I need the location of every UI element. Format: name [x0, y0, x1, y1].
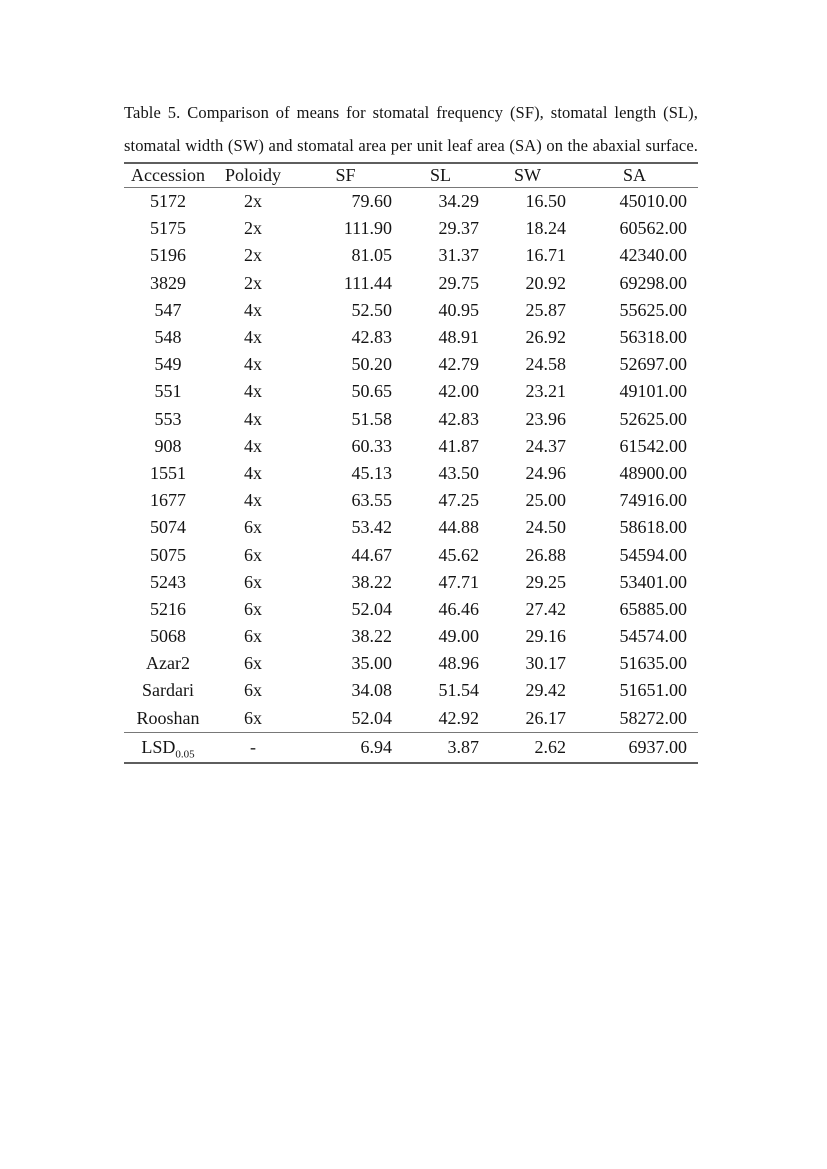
table-cell: 49.00 — [438, 626, 479, 647]
table-cell: 5243 — [150, 571, 186, 592]
table-cell: 25.00 — [525, 490, 566, 511]
table-body — [124, 188, 698, 733]
table-row — [124, 487, 698, 514]
table-cell: 50.65 — [351, 381, 392, 402]
table-row — [124, 378, 698, 405]
table-row — [124, 270, 698, 297]
table-cell: 25.87 — [525, 299, 566, 320]
table-row — [124, 297, 698, 324]
table-caption-line-1: Table 5. Comparison of means for stomatal frequency (SF), stomatal length (SL), — [124, 103, 698, 122]
table-cell: 24.96 — [525, 462, 566, 483]
table-cell: 53.42 — [351, 517, 392, 538]
lsd-row — [124, 732, 698, 763]
table-cell: 47.25 — [438, 490, 479, 511]
table-cell: 60562.00 — [619, 218, 687, 239]
table-row — [124, 650, 698, 677]
table-cell: 42.83 — [438, 408, 479, 429]
table-cell: 54594.00 — [619, 544, 687, 565]
table-cell: 47.71 — [438, 571, 479, 592]
table-cell: 3829 — [150, 272, 186, 293]
table-cell: 38.22 — [351, 626, 392, 647]
table-cell: 42.00 — [438, 381, 479, 402]
table-cell: 58272.00 — [619, 707, 687, 728]
column-header-sf: SF — [294, 163, 397, 188]
table-cell: 42.92 — [438, 707, 479, 728]
table-cell: 48.96 — [438, 653, 479, 674]
table-cell: 6x — [244, 598, 262, 619]
table-cell: 48900.00 — [619, 462, 687, 483]
table-cell: 40.95 — [438, 299, 479, 320]
table-cell: 6x — [244, 680, 262, 701]
table-cell: 52697.00 — [619, 354, 687, 375]
table-cell: 26.92 — [525, 327, 566, 348]
table-cell: 45.62 — [438, 544, 479, 565]
table-cell: 6x — [244, 571, 262, 592]
table-cell: 6.94 — [294, 732, 397, 763]
table-cell: 548 — [154, 327, 182, 348]
table-row — [124, 514, 698, 541]
table-cell: 549 — [154, 354, 182, 375]
table-cell: 69298.00 — [619, 272, 687, 293]
table-cell: 2x — [244, 272, 262, 293]
table-cell: 6x — [244, 626, 262, 647]
table-cell: 46.46 — [438, 598, 479, 619]
table-cell: 51651.00 — [619, 680, 687, 701]
table-row — [124, 460, 698, 487]
table-cell: 42.79 — [438, 354, 479, 375]
table-cell: 2.62 — [484, 732, 571, 763]
table-row — [124, 677, 698, 704]
table-cell: 42340.00 — [619, 245, 687, 266]
table-cell: 2x — [244, 191, 262, 212]
table-cell: 5196 — [150, 245, 186, 266]
column-header-sl: SL — [397, 163, 484, 188]
table-cell: 34.08 — [351, 680, 392, 701]
table-cell: 4x — [244, 354, 262, 375]
table-row — [124, 705, 698, 733]
table-cell: 2x — [244, 218, 262, 239]
table-cell: 49101.00 — [619, 381, 687, 402]
table-cell: 29.37 — [438, 218, 479, 239]
table-cell: 43.50 — [438, 462, 479, 483]
table-cell: 24.58 — [525, 354, 566, 375]
table-cell: 41.87 — [438, 435, 479, 456]
table-cell: 1551 — [150, 462, 186, 483]
table-cell: 38.22 — [351, 571, 392, 592]
table-cell: 52.50 — [351, 299, 392, 320]
table-cell: 553 — [154, 408, 182, 429]
table-cell: 34.29 — [438, 191, 479, 212]
table-cell: 2x — [244, 245, 262, 266]
table-row — [124, 242, 698, 269]
table-cell: 61542.00 — [619, 435, 687, 456]
table-row — [124, 324, 698, 351]
table-cell: 81.05 — [351, 245, 392, 266]
table-caption-line-2: stomatal width (SW) and stomatal area per unit leaf area (SA) on the abaxial surface. — [124, 136, 698, 155]
table-cell: 74916.00 — [619, 490, 687, 511]
table-cell: 1677 — [150, 490, 186, 511]
table-cell: 31.37 — [438, 245, 479, 266]
table-cell: 4x — [244, 299, 262, 320]
table-cell: 23.96 — [525, 408, 566, 429]
table-cell: 18.24 — [525, 218, 566, 239]
table-cell: 6x — [244, 517, 262, 538]
table-cell: 58618.00 — [619, 517, 687, 538]
table-row — [124, 623, 698, 650]
table-cell: Rooshan — [136, 707, 200, 728]
column-header-poloidy: Poloidy — [212, 163, 294, 188]
column-header-sa: SA — [571, 163, 698, 188]
table-cell: 56318.00 — [619, 327, 687, 348]
table-cell: 27.42 — [525, 598, 566, 619]
table-cell: 26.17 — [525, 707, 566, 728]
table-cell: 50.20 — [351, 354, 392, 375]
table-cell: 60.33 — [351, 435, 392, 456]
table-cell: 42.83 — [351, 327, 392, 348]
page-content — [124, 96, 698, 764]
table-cell: 4x — [244, 490, 262, 511]
column-header-accession: Accession — [124, 163, 212, 188]
table-cell: 3.87 — [397, 732, 484, 763]
table-cell: 24.37 — [525, 435, 566, 456]
table-cell: 16.71 — [525, 245, 566, 266]
stomatal-comparison-table — [124, 162, 698, 764]
table-cell: 4x — [244, 381, 262, 402]
table-cell: 51635.00 — [619, 653, 687, 674]
table-cell: 16.50 — [525, 191, 566, 212]
table-cell: 65885.00 — [619, 598, 687, 619]
table-cell: Azar2 — [146, 653, 190, 674]
table-cell: 51.54 — [438, 680, 479, 701]
lsd-label-cell — [124, 732, 212, 763]
table-cell: 547 — [154, 299, 182, 320]
table-cell: 55625.00 — [619, 299, 687, 320]
table-cell: 5172 — [150, 191, 186, 212]
table-cell: 4x — [244, 435, 262, 456]
table-cell: 63.55 — [351, 490, 392, 511]
table-cell: 6x — [244, 653, 262, 674]
table-cell: 24.50 — [525, 517, 566, 538]
table-cell: 52.04 — [351, 598, 392, 619]
table-cell: 54574.00 — [619, 626, 687, 647]
table-cell: 45010.00 — [619, 191, 687, 212]
table-cell: 111.90 — [343, 218, 392, 239]
table-cell: 26.88 — [525, 544, 566, 565]
table-cell: 29.42 — [525, 680, 566, 701]
table-cell: 45.13 — [351, 462, 392, 483]
table-cell: 6937.00 — [571, 732, 698, 763]
table-cell: 29.16 — [525, 626, 566, 647]
table-cell: 44.67 — [351, 544, 392, 565]
table-row — [124, 541, 698, 568]
table-cell: 5175 — [150, 218, 186, 239]
table-cell: 53401.00 — [619, 571, 687, 592]
lsd-subscript: 0.05 — [175, 748, 195, 761]
table-row — [124, 188, 698, 216]
table-row — [124, 433, 698, 460]
table-cell: 6x — [244, 707, 262, 728]
table-cell: 4x — [244, 408, 262, 429]
table-row — [124, 569, 698, 596]
table-cell: 52625.00 — [619, 408, 687, 429]
table-cell: 5075 — [150, 544, 186, 565]
table-cell: 20.92 — [525, 272, 566, 293]
table-cell: 4x — [244, 327, 262, 348]
table-cell: - — [212, 732, 294, 763]
table-cell: 29.25 — [525, 571, 566, 592]
table-cell: Sardari — [142, 680, 194, 701]
table-row — [124, 596, 698, 623]
table-cell: 5074 — [150, 517, 186, 538]
table-cell: 551 — [154, 381, 182, 402]
table-cell: 52.04 — [351, 707, 392, 728]
table-cell: 79.60 — [351, 191, 392, 212]
table-row — [124, 406, 698, 433]
table-cell: 51.58 — [351, 408, 392, 429]
table-row — [124, 215, 698, 242]
table-header-row — [124, 163, 698, 188]
lsd-label: LSD — [141, 736, 176, 757]
table-cell: 6x — [244, 544, 262, 565]
table-cell: 111.44 — [343, 272, 392, 293]
table-cell: 44.88 — [438, 517, 479, 538]
table-cell: 23.21 — [525, 381, 566, 402]
table-cell: 5068 — [150, 626, 186, 647]
column-header-sw: SW — [484, 163, 571, 188]
table-cell: 5216 — [150, 598, 186, 619]
table-cell: 29.75 — [438, 272, 479, 293]
table-cell: 35.00 — [351, 653, 392, 674]
table-cell: 908 — [154, 435, 182, 456]
table-row — [124, 351, 698, 378]
table-cell: 30.17 — [525, 653, 566, 674]
table-cell: 48.91 — [438, 327, 479, 348]
table-cell: 4x — [244, 462, 262, 483]
